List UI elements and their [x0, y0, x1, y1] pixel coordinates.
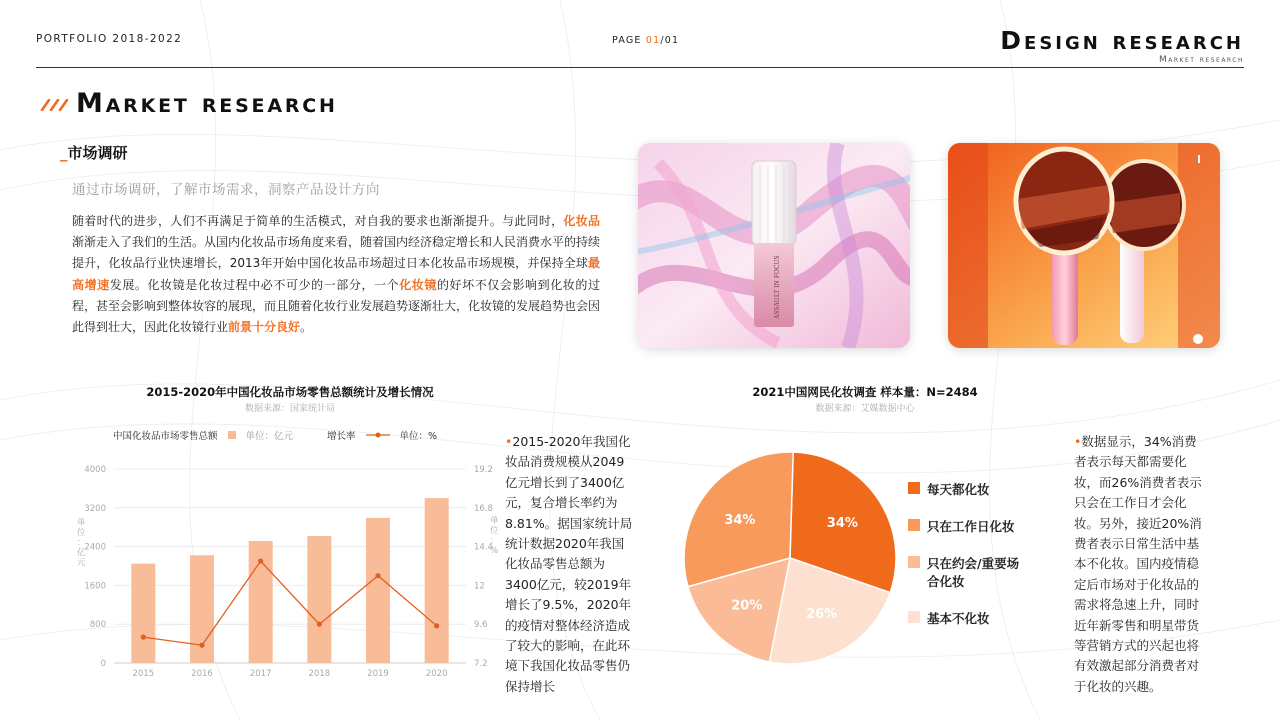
bar-2019 — [366, 518, 390, 663]
slashes-icon — [40, 99, 70, 111]
x-tick-label: 2016 — [191, 669, 213, 679]
growth-point-2020 — [434, 623, 439, 628]
y-tick-label: 2400 — [84, 542, 106, 553]
cn-section-title — [60, 142, 128, 163]
page-total: /01 — [660, 35, 680, 46]
pie-legend-label-4: 基本不化妆 — [927, 611, 990, 626]
header-title: Design research — [1000, 26, 1244, 55]
mirror-photo — [948, 143, 1220, 348]
page-current: 01 — [645, 35, 661, 46]
legend-line-label: 增长率 — [327, 431, 356, 442]
pie-legend-item-1 — [908, 480, 1058, 498]
x-tick-label: 2018 — [308, 669, 331, 679]
pie-chart-source: 数据来源：艾媒数据中心 — [815, 404, 915, 414]
section-subtitle: 通过市场调研，了解市场需求，洞察产品设计方向 — [72, 182, 380, 198]
pie-slice-label-4: 34% — [724, 512, 756, 528]
y-tick-label: 800 — [89, 620, 106, 631]
intro-text-3: 发展。化妆镜是化妆过程中必不可少的一部分，一个 — [109, 277, 400, 292]
x-tick-label: 2017 — [249, 669, 272, 679]
pie-legend-label-2: 只在工作日化妆 — [927, 519, 1015, 534]
intro-paragraph — [72, 211, 600, 338]
growth-point-2019 — [375, 573, 380, 578]
pie-slice-label-2: 26% — [806, 607, 838, 623]
y2-tick-label: 16.8 — [474, 503, 493, 514]
x-tick-label: 2015 — [132, 669, 155, 679]
note-bullet-2: • — [1074, 434, 1082, 449]
lipstick-photo — [638, 143, 910, 348]
intro-text-5: 。 — [300, 320, 313, 335]
y2-tick-label: 14.4 — [474, 542, 493, 553]
lipstick-brand-text: ASSAULT IN FOCUS — [774, 255, 781, 319]
y-tick-label: 0 — [100, 659, 106, 669]
pie-legend-item-4 — [908, 609, 1058, 627]
intro-highlight-2: 最高增速 — [72, 256, 600, 292]
pie-legend-swatch-1 — [908, 482, 920, 494]
legend-bar-unit: 单位：亿元 — [245, 431, 294, 442]
x-tick-label: 2020 — [425, 669, 448, 679]
bar-chart-legend — [113, 428, 437, 442]
y2-tick-label: 7.2 — [474, 659, 488, 669]
note-bullet: • — [505, 434, 513, 449]
pie-chart-note-text: 数据显示，34%消费者表示每天都需要化妆，而26%消费者表示只会在工作日才会化妆。另外，接近20%消费者表示日常生活中基本不化妆。国内疫情稳定后市场对于化妆品的需求将急速上升，同时近年新零售和明星带货等营销方式的兴起也将有效激起部分消费者对于化妆的兴趣。 — [1074, 434, 1202, 694]
y-tick-label: 3200 — [84, 503, 106, 514]
intro-highlight-4: 前景十分良好 — [228, 320, 301, 335]
y2-tick-label: 12 — [474, 581, 485, 592]
bar-chart-note-text: 2015-2020年我国化妆品消费规模从2049亿元增长到了3400亿元，复合增长率约为8.81%。据国家统计局统计数据2020年我国化妆品零售总额为3400亿元，较2019年增长了9.5%，2020年的疫情对整体经济造成了较大的影响，在此环境下我国化妆品零售仍保持增长 — [505, 434, 633, 694]
pie-chart-note — [1074, 432, 1206, 697]
intro-text-1: 随着时代的进步，人们不再满足于简单的生活模式，对自我的要求也渐渐提升。与此同时， — [72, 214, 564, 228]
header-subtitle: Market research — [1158, 55, 1244, 65]
title-underscore: _ — [60, 144, 68, 162]
legend-line-unit: 单位：% — [399, 431, 438, 442]
bar-chart-source: 数据来源：国家统计局 — [244, 404, 335, 414]
bar-2015 — [131, 564, 155, 663]
header-divider — [36, 67, 1244, 68]
bar-chart — [60, 455, 500, 685]
pie-chart — [680, 448, 900, 668]
pie-legend — [908, 480, 1058, 627]
page-label: PAGE — [612, 35, 642, 46]
pie-slice-label-3: 20% — [731, 598, 763, 614]
x-tick-label: 2019 — [367, 669, 389, 679]
pie-legend-swatch-2 — [908, 519, 920, 531]
legend-bar-swatch — [228, 431, 236, 439]
y2-tick-label: 9.6 — [474, 620, 488, 631]
pie-legend-item-3 — [908, 554, 1026, 590]
legend-line-swatch — [366, 431, 390, 439]
intro-highlight-3: 化妆镜 — [399, 277, 437, 292]
section-title: Market research — [76, 88, 338, 119]
bar-chart-title: 2015-2020年中国化妆品市场零售总额统计及增长情况 — [146, 385, 434, 399]
growth-rate-line — [143, 561, 436, 645]
intro-highlight-1: 化妆品 — [563, 214, 600, 228]
bar-chart-note — [505, 432, 633, 697]
intro-text-2: 渐渐走入了我们的生活。从国内化妆品市场角度来看，随着国内经济稳定增长和人民消费水平的持续提升，化妆品行业快速增长，2013年开始中国化妆品市场超过日本化妆品市场规模，并保持全球 — [72, 235, 601, 271]
pie-legend-label-1: 每天都化妆 — [927, 482, 990, 497]
pie-chart-title: 2021中国网民化妆调查 样本量：N=2484 — [752, 385, 978, 399]
intro-text-4: 的好坏不仅会影响到化妆的过程，甚至会影响到整体妆容的展现，而且随着化妆行业发展趋势逐渐壮大，化妆镜的发展趋势也会因此得到壮大，因此化妆镜行业 — [72, 277, 601, 335]
bar-2020 — [425, 498, 449, 663]
growth-point-2015 — [141, 635, 146, 640]
pie-legend-swatch-3 — [908, 556, 920, 568]
y-tick-label: 1600 — [84, 581, 106, 592]
growth-point-2016 — [199, 643, 204, 648]
y-axis-label: 单位：亿元 — [77, 518, 86, 568]
pie-slice-label-1: 34% — [826, 515, 858, 531]
pie-legend-label-3: 只在约会/重要场合化妆 — [927, 556, 1020, 589]
legend-bar-label: 中国化妆品市场零售总额 — [113, 431, 218, 442]
cn-title-text: 市场调研 — [67, 144, 128, 162]
pie-legend-swatch-4 — [908, 611, 920, 623]
bar-2018 — [307, 536, 331, 663]
y-tick-label: 4000 — [84, 465, 106, 475]
growth-point-2018 — [317, 622, 322, 627]
y2-tick-label: 19.2 — [474, 465, 493, 475]
pie-legend-item-2 — [908, 517, 1058, 535]
growth-point-2017 — [258, 559, 263, 564]
page-indicator — [612, 35, 679, 46]
portfolio-label: PORTFOLIO 2018-2022 — [36, 33, 183, 45]
y2-axis-label: 单位：% — [490, 516, 499, 556]
